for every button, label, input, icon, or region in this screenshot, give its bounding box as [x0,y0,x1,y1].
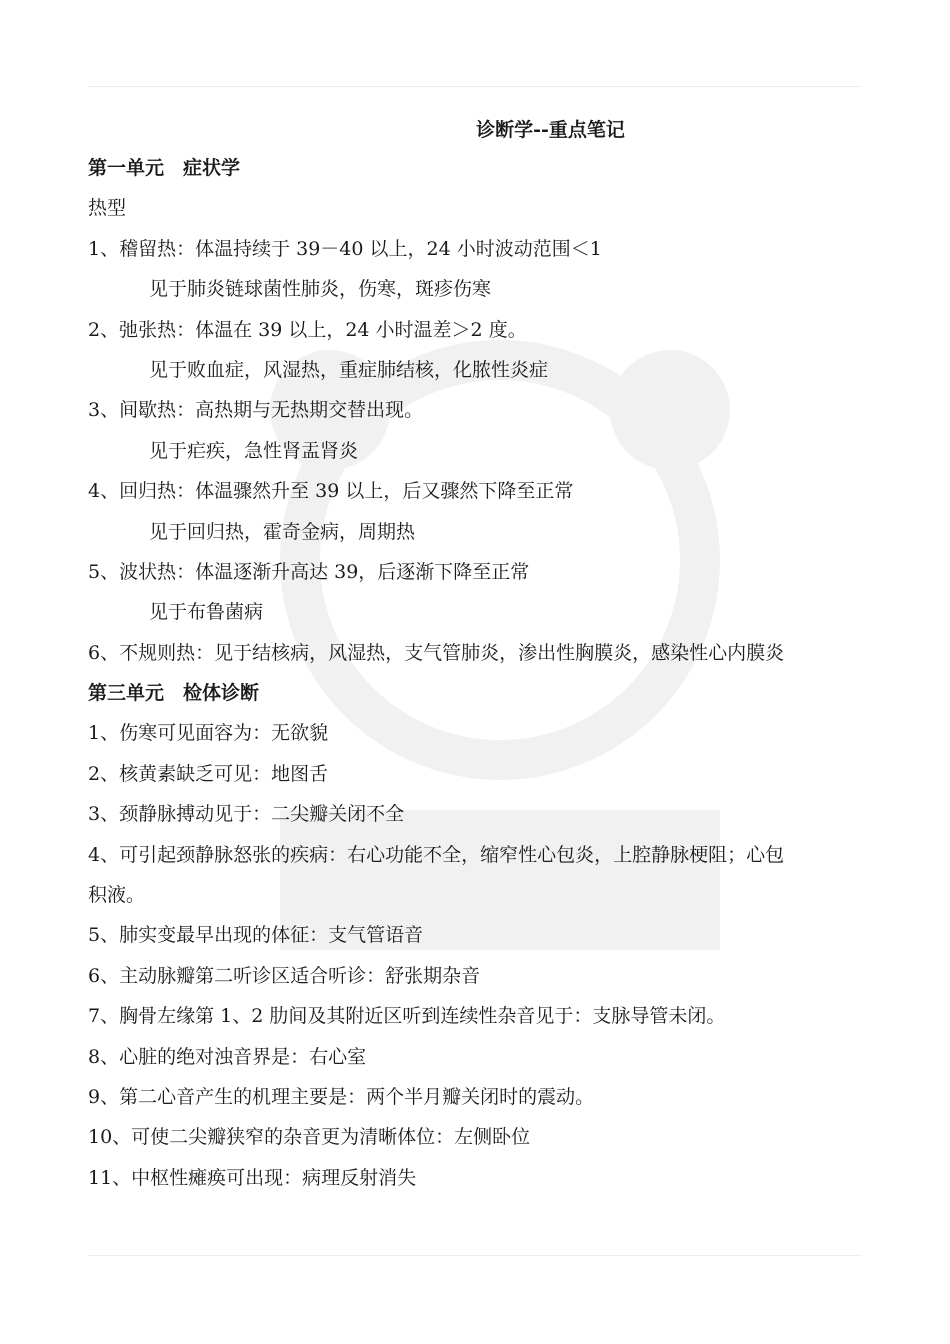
page-bottom-rule [88,1255,862,1256]
text-line: 1、伤寒可见面容为：无欲貌 [88,722,329,745]
text-line: 9、第二心音产生的机理主要是：两个半月瓣关闭时的震动。 [88,1085,595,1108]
text-line: 3、颈静脉搏动见于：二尖瓣关闭不全 [88,803,405,826]
text-line: 积液。 [88,884,146,907]
text-line: 11、中枢性瘫痪可出现：病理反射消失 [88,1166,417,1189]
section-heading: 第一单元 症状学 [88,157,241,179]
text-line: 6、不规则热：见于结核病，风湿热，支气管肺炎，渗出性胸膜炎，感染性心内膜炎 [88,641,785,664]
text-line: 4、可引起颈静脉怒张的疾病：右心功能不全，缩窄性心包炎，上腔静脉梗阻；心包 [88,843,785,866]
text-line: 8、心脏的绝对浊音界是：右心室 [88,1045,367,1068]
text-line: 5、波状热：体温逐渐升高达 39，后逐渐下降至正常 [88,560,530,583]
text-line: 4、回归热：体温骤然升至 39 以上，后又骤然下降至正常 [88,480,574,503]
indented-note-line: 见于回归热，霍奇金病，周期热 [149,520,416,543]
indented-note-line: 见于布鲁菌病 [149,601,264,624]
text-line: 10、可使二尖瓣狭窄的杂音更为清晰体位：左侧卧位 [88,1126,531,1149]
text-line: 1、稽留热：体温持续于 39－40 以上，24 小时波动范围＜1 [88,237,602,260]
indented-note-line: 见于疟疾，急性肾盂肾炎 [149,439,359,462]
indented-note-line: 见于肺炎链球菌性肺炎，伤寒，斑疹伤寒 [149,278,492,301]
text-line: 5、肺实变最早出现的体征：支气管语音 [88,924,424,947]
text-line: 3、间歇热：高热期与无热期交替出现。 [88,399,424,422]
indented-note-line: 见于败血症，风湿热，重症肺结核，化脓性炎症 [149,358,549,381]
section-heading: 第三单元 检体诊断 [88,682,260,705]
document-title: 诊断学--重点笔记 [476,119,625,141]
text-line: 7、胸骨左缘第 1、2 肋间及其附近区听到连续性杂音见于：支脉导管未闭。 [88,1005,726,1028]
page-top-rule [88,86,862,87]
document-body [88,148,863,1198]
text-line: 2、核黄素缺乏可见：地图舌 [88,762,329,785]
text-line: 热型 [88,197,127,220]
text-line: 6、主动脉瓣第二听诊区适合听诊：舒张期杂音 [88,964,481,987]
text-line: 2、弛张热：体温在 39 以上，24 小时温差＞2 度。 [88,318,527,341]
document-page [88,112,863,1198]
